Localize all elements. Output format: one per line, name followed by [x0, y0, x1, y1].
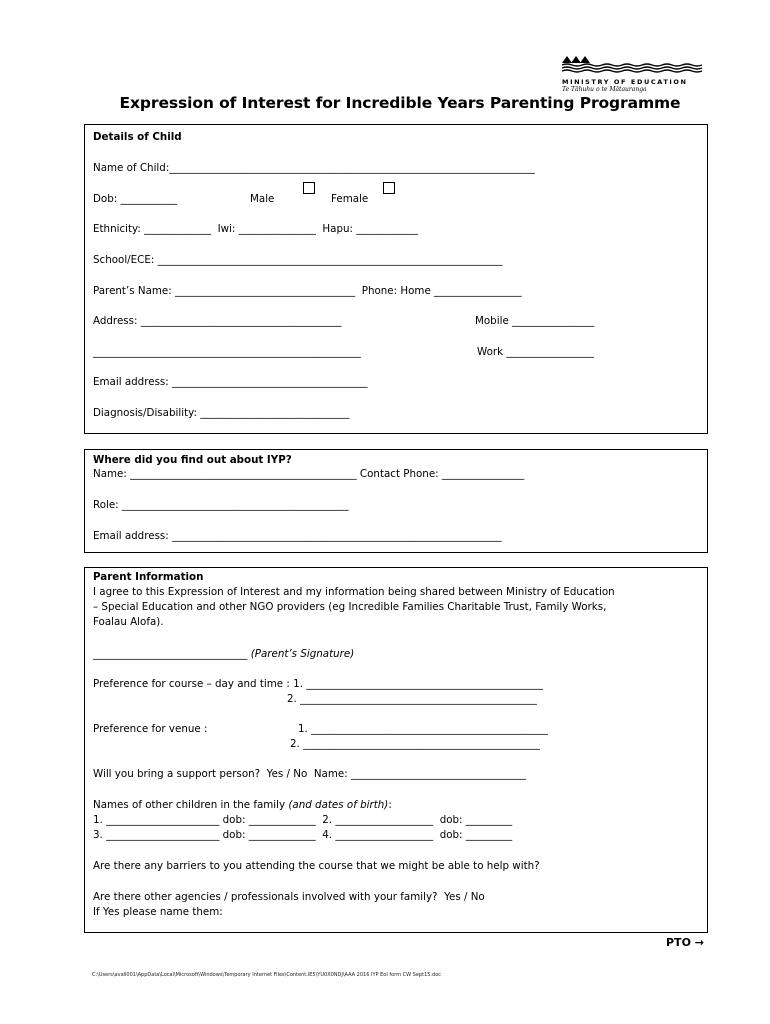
- male-label: Male: [250, 193, 275, 205]
- other-children-label: [93, 799, 392, 812]
- ministry-logo: [562, 54, 707, 93]
- parent-info-section: [84, 567, 708, 933]
- referral-section: [84, 449, 708, 553]
- barriers-question: Are there any barriers to you attending the course that we might be able to help with?: [93, 860, 540, 872]
- agencies-name-prompt[interactable]: If Yes please name them:: [93, 906, 223, 918]
- child-dob-field[interactable]: Dob: ___________: [93, 193, 178, 205]
- other-children-row-2[interactable]: 3. ______________________ dob: _____________ 4. ___________________ dob: _________: [93, 829, 513, 841]
- child-email-field[interactable]: Email address: ______________________________________: [93, 376, 368, 388]
- child-details-section: [84, 124, 708, 434]
- referral-section-heading: Where did you find out about IYP?: [93, 454, 292, 466]
- signature-line[interactable]: ______________________________: [93, 648, 251, 660]
- venue-preference-2-field[interactable]: 2. ______________________________________________: [290, 738, 540, 750]
- referrer-email-field[interactable]: Email address: ________________________________________________________________: [93, 530, 502, 542]
- referrer-role-field[interactable]: Role: ____________________________________________: [93, 499, 349, 511]
- address-field[interactable]: Address: _______________________________________: [93, 315, 342, 327]
- other-children-colon: :: [388, 799, 392, 811]
- consent-text-line-3: Foalau Alofa).: [93, 616, 164, 628]
- female-checkbox[interactable]: [383, 182, 395, 194]
- consent-text-line-1: I agree to this Expression of Interest and my information being shared between Ministry of Education: [93, 586, 615, 598]
- mobile-field[interactable]: Mobile ________________: [475, 315, 595, 327]
- ministry-wave-logo-icon: [562, 54, 707, 76]
- pto-label: PTO →: [666, 936, 704, 949]
- other-children-text: Names of other children in the family: [93, 799, 289, 811]
- referrer-name-phone-field[interactable]: Name: ____________________________________________ Contact Phone: ________________: [93, 468, 525, 480]
- file-path-footer: C:\Users\avall001\AppData\Local\Microsoft\Windows\Temporary Internet Files\Content.IE5\YU0X0NDJ\AAA 2016 IYP EoI form CW Sept15.doc: [92, 972, 441, 978]
- signature-row[interactable]: [93, 648, 354, 661]
- venue-preference-1-field[interactable]: 1. ______________________________________________: [298, 723, 548, 735]
- work-phone-field[interactable]: Work _________________: [477, 346, 594, 358]
- diagnosis-field[interactable]: Diagnosis/Disability: _____________________________: [93, 407, 350, 419]
- child-name-field[interactable]: Name of Child:_______________________________________________________________________: [93, 162, 535, 174]
- venue-preference-label: Preference for venue :: [93, 723, 208, 735]
- child-section-heading: Details of Child: [93, 131, 182, 143]
- org-name-maori: Te Tāhuhu o te Mātauranga: [562, 86, 647, 93]
- signature-label: (Parent’s Signature): [250, 648, 355, 660]
- address-line-2-field[interactable]: ____________________________________________________: [93, 346, 361, 358]
- school-ece-field[interactable]: School/ECE: ___________________________________________________________________: [93, 254, 503, 266]
- agencies-question: Are there other agencies / professionals involved with your family? Yes / No: [93, 891, 485, 903]
- parent-name-phone-field[interactable]: Parent’s Name: ___________________________________ Phone: Home _________________: [93, 285, 522, 297]
- org-name: MINISTRY OF EDUCATION: [562, 78, 688, 86]
- other-children-dates-text: (and dates of birth): [288, 799, 389, 811]
- support-person-field[interactable]: Will you bring a support person? Yes / No Name: __________________________________: [93, 768, 527, 780]
- parent-section-heading: Parent Information: [93, 571, 204, 583]
- ethnicity-iwi-hapu-field[interactable]: Ethnicity: _____________ Iwi: _______________ Hapu: ____________: [93, 223, 419, 235]
- other-children-row-1[interactable]: 1. ______________________ dob: _____________ 2. ___________________ dob: _________: [93, 814, 513, 826]
- course-preference-2-field[interactable]: 2. ______________________________________________: [287, 693, 537, 705]
- female-label: Female: [331, 193, 369, 205]
- course-preference-1-field[interactable]: Preference for course – day and time : 1. ______________________________________________: [93, 678, 544, 690]
- consent-text-line-2: – Special Education and other NGO providers (eg Incredible Families Charitable Trust, Family Works,: [93, 601, 607, 613]
- page-title: Expression of Interest for Incredible Years Parenting Programme: [119, 94, 681, 112]
- male-checkbox[interactable]: [303, 182, 315, 194]
